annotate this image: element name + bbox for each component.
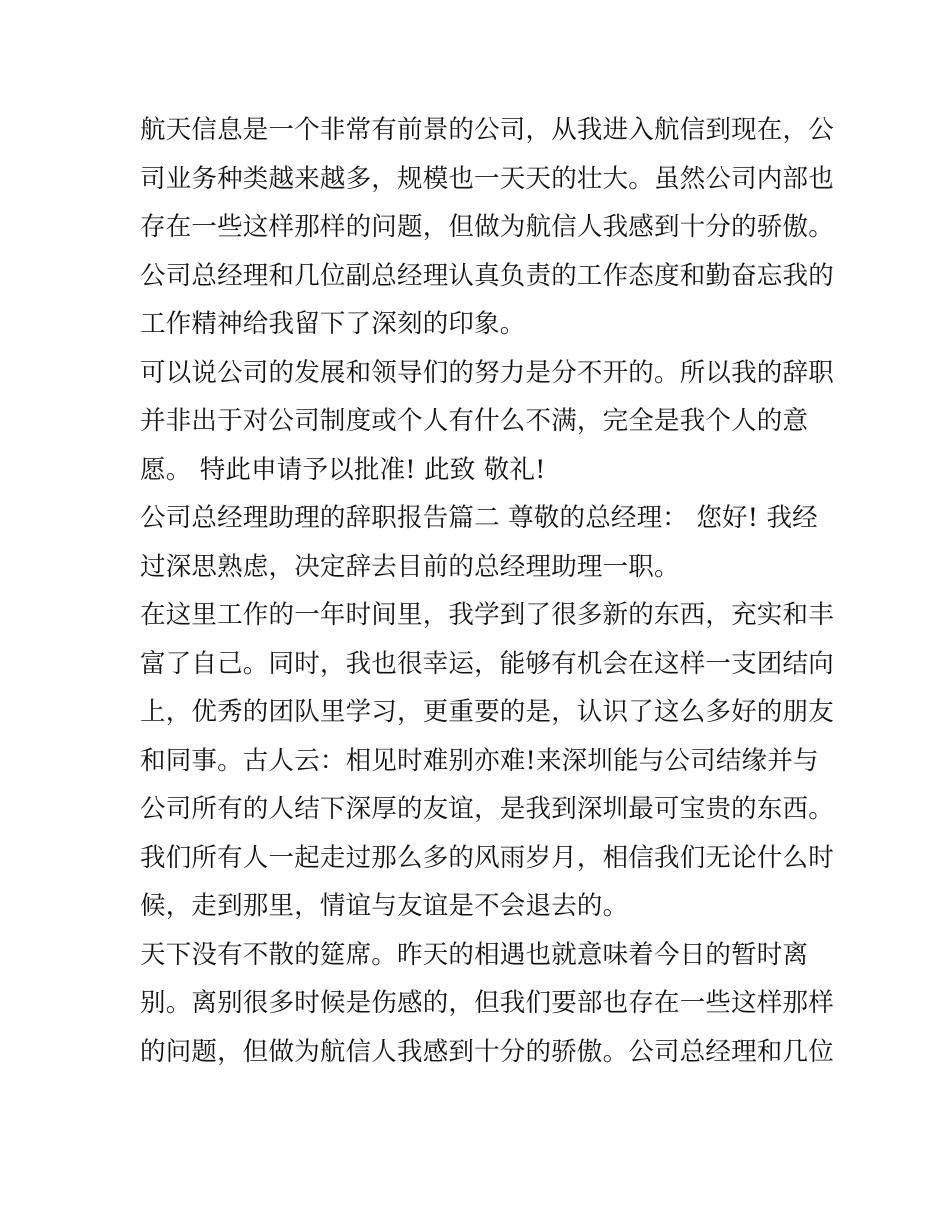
text-line-15: 公司所有的人结下深厚的友谊，是我到深圳最可宝贵的东西。 xyxy=(140,794,834,824)
text-line-18: 天下没有不散的筵席。昨天的相遇也就意味着今日的暂时离 xyxy=(140,939,809,970)
text-line-6: 可以说公司的发展和领导们的努力是分不开的。所以我的辞职 xyxy=(140,357,834,388)
text-line-19: 别。离别很多时候是伤感的，但我们要部也存在一些这样那样 xyxy=(140,988,834,1018)
text-line-4: 公司总经理和几位副总经理认真负责的工作态度和勤奋忘我的 xyxy=(140,260,834,291)
text-line-3: 存在一些这样那样的问题，但做为航信人我感到十分的骄傲。 xyxy=(140,212,834,242)
text-line-20: 的问题，但做为航信人我感到十分的骄傲。公司总经理和几位 xyxy=(140,1036,834,1067)
text-line-1: 航天信息是一个非常有前景的公司，从我进入航信到现在，公 xyxy=(140,115,834,145)
document-body xyxy=(140,106,834,1076)
text-line-16: 我们所有人一起走过那么多的风雨岁月，相信我们无论什么时 xyxy=(140,842,834,873)
text-line-2: 司业务种类越来越多，规模也一天天的壮大。虽然公司内部也 xyxy=(140,163,834,194)
text-line-7: 并非出于对公司制度或个人有什么不满，完全是我个人的意 xyxy=(140,406,809,436)
text-line-13: 上，优秀的团队里学习，更重要的是，认识了这么多好的朋友 xyxy=(140,697,834,727)
text-line-12: 富了自己。同时，我也很幸运，能够有机会在这样一支团结向 xyxy=(140,648,834,679)
text-line-17: 候，走到那里，情谊与友谊是不会退去的。 xyxy=(140,891,629,921)
text-line-8: 愿。 特此申请予以批准! 此致 敬礼! xyxy=(140,454,546,485)
text-line-9: 公司总经理助理的辞职报告篇二 尊敬的总经理： 您好! 我经 xyxy=(140,503,818,533)
text-line-10: 过深思熟虑，决定辞去目前的总经理助理一职。 xyxy=(140,551,680,582)
text-line-5: 工作精神给我留下了深刻的印象。 xyxy=(140,309,526,339)
text-line-11: 在这里工作的一年时间里，我学到了很多新的东西，充实和丰 xyxy=(140,600,834,630)
text-line-14: 和同事。古人云：相见时难别亦难!来深圳能与公司结缘并与 xyxy=(140,745,819,776)
